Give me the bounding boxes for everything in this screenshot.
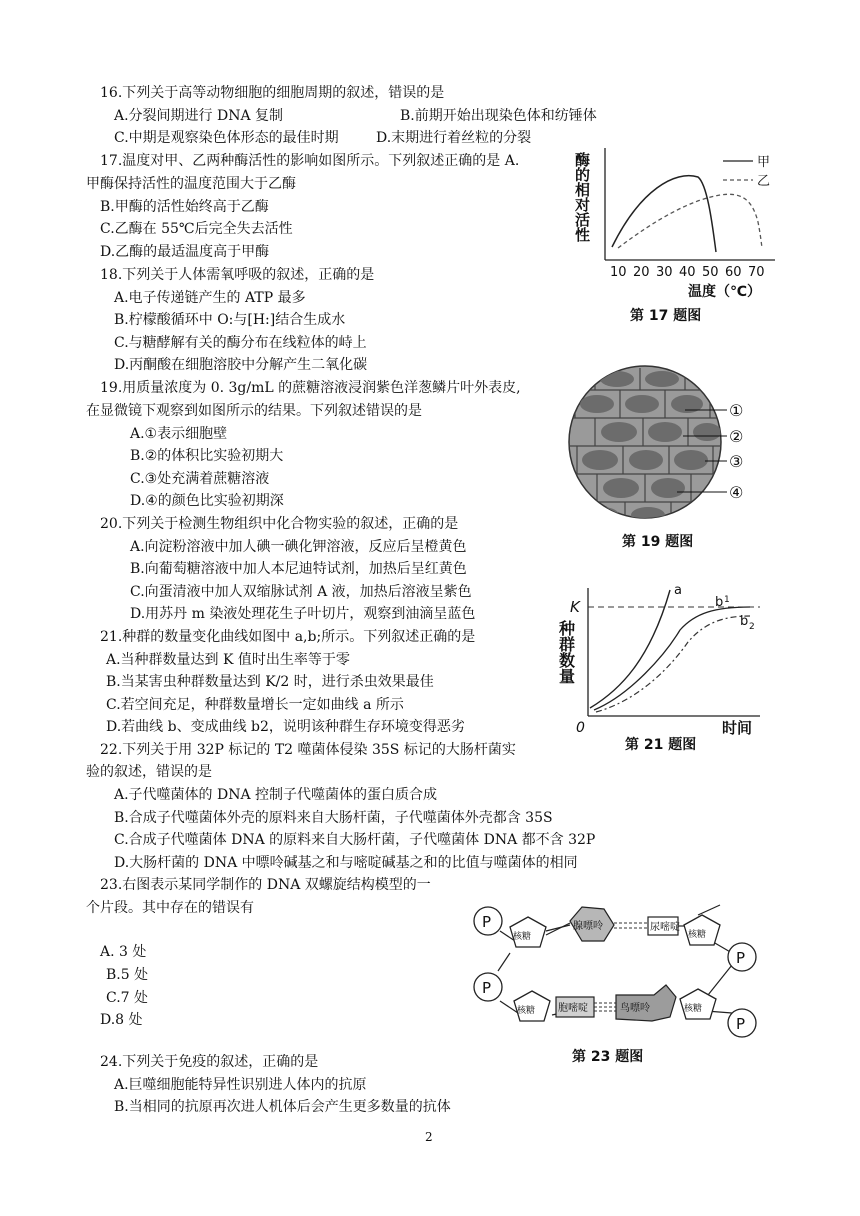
enzyme-chart-ylabel: 酶的相对活性 — [573, 152, 591, 242]
q20-option-c: C.向蛋清液中加人双缩脉试剂 A 液，加热后溶液呈紫色 — [130, 584, 472, 600]
q20-option-b: B.向葡萄糖溶液中加人本尼迪特试剂，加热后呈红黄色 — [130, 561, 467, 577]
q23-option-d: D.8 处 — [100, 1012, 143, 1028]
q16-stem: 16.下列关于高等动物细胞的细胞周期的叙述，错误的是 — [100, 85, 445, 101]
q16-option-a: A.分裂间期进行 DNA 复制 — [114, 108, 284, 124]
curve-b2 — [596, 616, 750, 712]
q16-option-b: B.前期开始出现染色体和纺锤体 — [400, 108, 597, 124]
sugar-1-label: 核糖 — [513, 932, 532, 942]
q21-option-d: D.若曲线 b、变成曲线 b2，说明该种群生存环境变得恶劣 — [106, 719, 465, 735]
population-chart-xlabel: 时间 — [722, 719, 753, 737]
q20-option-d: D.用苏丹 m 染液处理花生子叶切片，观察到油滴呈蓝色 — [130, 606, 476, 622]
sugar-pentagons — [510, 915, 720, 1021]
q18-option-a: A.电子传递链产生的 ATP 最多 — [114, 290, 306, 306]
legend-label-jia: 甲 — [757, 155, 771, 170]
q22-option-d: D.大肠杆菌的 DNA 中嘌呤碱基之和与嘧啶碱基之和的比值与噬菌体的相同 — [114, 855, 578, 871]
label-3: ③ — [729, 452, 744, 471]
q19-stem-line1: 19.用质量浓度为 0. 3g/mL 的蔗糖溶液浸润紫色洋葱鳞片叶外表皮, — [100, 380, 521, 396]
enzyme-curve-jia — [612, 176, 716, 252]
q22-option-c: C.合成子代噬菌体 DNA 的原料来自大肠杆菌，子代噬菌体 DNA 都不含 32P — [114, 832, 596, 848]
q21-option-a: A.当种群数量达到 K 值时出生率等于零 — [106, 652, 350, 668]
q22-option-b: B.合成子代噬菌体外壳的原料来自大肠杆菌，子代噬菌体外壳都含 35S — [114, 810, 553, 826]
curve-b2-subscript: 2 — [749, 622, 755, 632]
x-tick-50: 50 — [702, 265, 719, 280]
q23-stem-line2: 个片段。其中存在的错误有 — [86, 900, 254, 916]
label-2: ② — [729, 427, 744, 446]
q17-option-c: C.乙酶在 55℃后完全失去活性 — [100, 221, 293, 237]
label-1: ① — [729, 401, 744, 420]
q23-option-b: B.5 处 — [106, 967, 149, 983]
q24-option-b: B.当相同的抗原再次进人机体后会产生更多数量的抗体 — [114, 1099, 451, 1115]
curve-b1 — [594, 607, 750, 710]
phosphate-2-label: P — [736, 949, 746, 967]
enzyme-activity-chart — [570, 140, 785, 300]
curve-a — [590, 590, 670, 708]
label-4: ④ — [729, 483, 744, 502]
q19-option-b: B.②的体积比实验初期大 — [130, 448, 284, 464]
dna-model-figure — [470, 895, 770, 1045]
x-tick-40: 40 — [679, 265, 696, 280]
q21-stem: 21.种群的数量变化曲线如图中 a,b;所示。下列叙述正确的是 — [100, 629, 476, 645]
q24-stem: 24.下列关于免疫的叙述，正确的是 — [100, 1054, 319, 1070]
q17-option-b: B.甲酶的活性始终高于乙酶 — [100, 199, 269, 215]
plasmolysis-micrograph — [565, 368, 780, 528]
x-tick-60: 60 — [725, 265, 742, 280]
q19-stem-line2: 在显微镜下观察到如图所示的结果。下列叙述错误的是 — [86, 403, 422, 419]
base-top-1-label: 腺嘌呤 — [573, 921, 603, 932]
q21-option-b: B.当某害虫种群数量达到 K/2 时，进行杀虫效果最佳 — [106, 674, 434, 690]
phosphate-4-label: P — [736, 1015, 746, 1033]
q20-option-a: A.向淀粉溶液中加人碘一碘化钾溶液，反应后呈橙黄色 — [130, 539, 467, 555]
q18-stem: 18.下列关于人体需氧呼吸的叙述，正确的是 — [100, 267, 375, 283]
legend-label-yi: 乙 — [757, 174, 771, 189]
q18-option-c: C.与糖酵解有关的酶分布在线粒体的峙上 — [114, 335, 367, 351]
enzyme-chart-xlabel: 温度（℃） — [688, 284, 761, 300]
origin-label: 0 — [576, 720, 585, 736]
q22-stem-line1: 22.下列关于用 32P 标记的 T2 噬菌体侵染 35S 标记的大肠杆菌实 — [100, 742, 516, 758]
q19-option-a: A.①表示细胞壁 — [130, 426, 228, 442]
phosphate-3-label: P — [482, 979, 492, 997]
page-number: 2 — [425, 1130, 433, 1144]
q24-option-a: A.巨噬细胞能特异性识别进人体内的抗原 — [114, 1077, 367, 1093]
q17-stem-line2: 甲酶保持活性的温度范围大于乙酶 — [86, 176, 296, 192]
figure-21-caption: 第 21 题图 — [625, 737, 697, 753]
q23-option-c: C.7 处 — [106, 990, 149, 1006]
phosphate-1-label: P — [482, 913, 492, 931]
curve-b2-label: b — [740, 614, 749, 629]
q17-option-d: D.乙酶的最适温度高于甲酶 — [100, 244, 270, 260]
figure-17-caption: 第 17 题图 — [630, 308, 702, 324]
q18-option-b: B.柠檬酸循环中 O:与[H:]结合生成水 — [114, 312, 346, 328]
q23-stem-line1: 23.右图表示某同学制作的 DNA 双螺旋结构模型的一 — [100, 877, 431, 893]
q17-stem-line1: 17.温度对甲、乙两种酶活性的影响如图所示。下列叙述正确的是 A. — [100, 153, 520, 169]
x-tick-10: 10 — [610, 265, 627, 280]
q21-option-c: C.若空间充足，种群数量增长一定如曲线 a 所示 — [106, 697, 404, 713]
q19-option-c: C.③处充满着蔗糖溶液 — [130, 471, 270, 487]
base-bottom-2-label: 鸟嘌呤 — [620, 1003, 650, 1014]
sugar-4-label: 核糖 — [684, 1004, 703, 1014]
population-chart-ylabel: 种群数量 — [556, 620, 576, 684]
q16-option-c: C.中期是观察染色体形态的最佳时期 — [114, 130, 339, 146]
k-label: K — [570, 598, 580, 616]
curve-a-label: a — [674, 583, 682, 598]
x-tick-20: 20 — [633, 265, 650, 280]
q22-stem-line2: 验的叙述，错误的是 — [86, 764, 212, 780]
q16-option-d: D.末期进行着丝粒的分裂 — [376, 130, 532, 146]
q19-option-d: D.④的颜色比实验初期深 — [130, 493, 284, 509]
enzyme-curve-yi — [618, 194, 762, 248]
sugar-2-label: 核糖 — [688, 930, 707, 940]
x-tick-30: 30 — [656, 265, 673, 280]
q18-option-d: D.丙酮酸在细胞溶胶中分解产生二氧化碳 — [114, 357, 368, 373]
figure-19-caption: 第 19 题图 — [622, 534, 694, 550]
x-tick-70: 70 — [748, 265, 765, 280]
q23-option-a: A. 3 处 — [100, 944, 147, 960]
sugar-3-label: 核糖 — [517, 1006, 536, 1016]
curve-b1-subscript: 1 — [724, 595, 730, 605]
curve-b1-label: b — [715, 595, 724, 610]
figure-23-caption: 第 23 题图 — [572, 1049, 644, 1065]
base-bottom-1-label: 胞嘧啶 — [558, 1003, 588, 1014]
q20-stem: 20.下列关于检测生物组织中化合物实验的叙述，正确的是 — [100, 516, 459, 532]
population-growth-chart — [556, 580, 780, 740]
q22-option-a: A.子代噬菌体的 DNA 控制子代噬菌体的蛋白质合成 — [114, 787, 438, 803]
base-top-2-label: 尿嘧啶 — [650, 922, 680, 933]
